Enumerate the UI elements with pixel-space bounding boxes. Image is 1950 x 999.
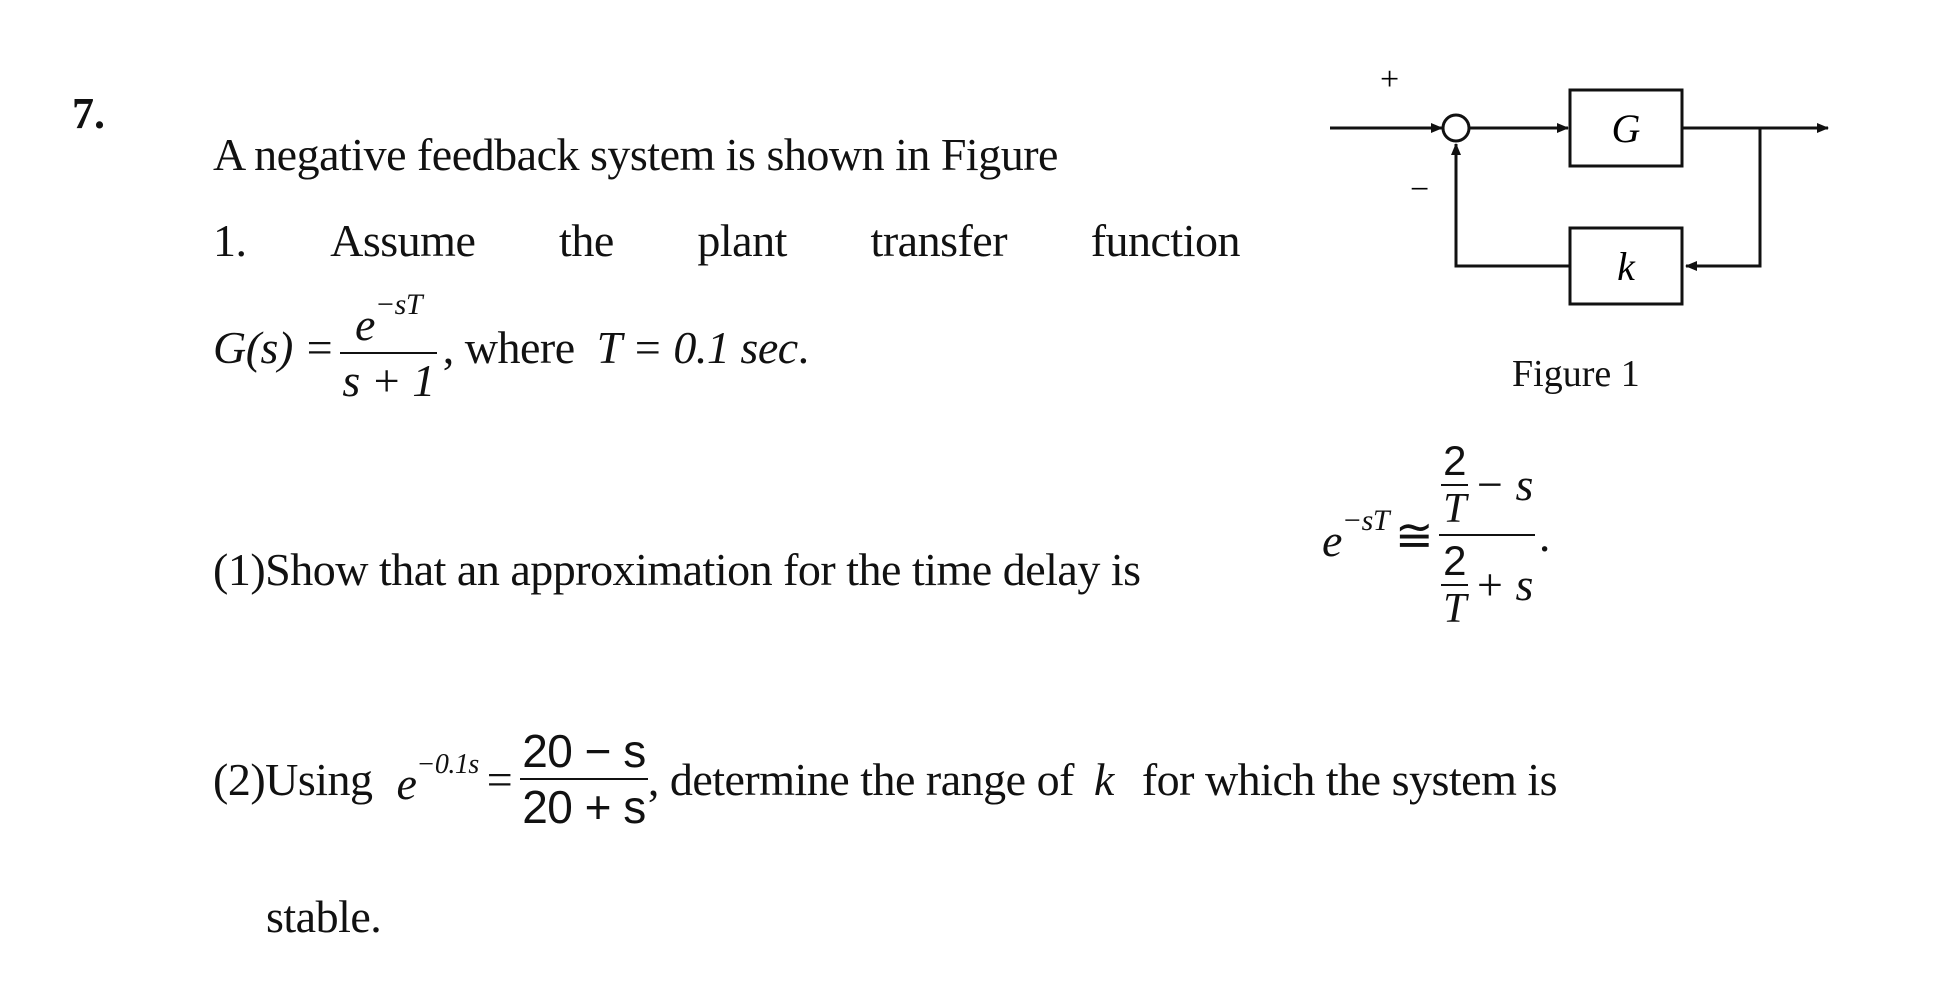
part2-rest: , determine the range of [647, 753, 1074, 805]
plant-transfer-function [213, 290, 809, 404]
intro-word: transfer [870, 215, 1008, 266]
pade-approximation [1322, 437, 1550, 632]
part2-label: (2)Using [213, 753, 373, 805]
part2-denominator: 20 + s [522, 781, 646, 833]
equals-symbol: = [486, 753, 513, 805]
k-variable: k [1093, 753, 1114, 805]
pade-numerator: $\frac{2}{T}$ − s [1443, 437, 1533, 532]
g-lhs: G(s) = [213, 321, 335, 373]
part1-label: (1)Show that an approximation for the time delay is [213, 544, 1141, 595]
fraction-bar [340, 352, 436, 354]
plus-sign: + [1380, 61, 1400, 98]
part2-line-1 [213, 725, 1893, 833]
part1-lhs: $e^{-sT}$ [1322, 503, 1390, 566]
intro-word: 1. [213, 215, 247, 266]
part2-fraction [520, 725, 648, 833]
part1-period: . [1538, 509, 1550, 561]
intro-word: plant [697, 215, 787, 266]
approx-symbol: ≅ [1395, 510, 1434, 561]
g-denominator: s + 1 [342, 355, 435, 406]
feedback-to-junction-arrow [1456, 144, 1570, 266]
g-numerator: $e^{-sT}$ [355, 288, 423, 350]
g-block-label: G [1611, 106, 1641, 151]
part2-rest2: for which the system is [1141, 753, 1558, 805]
intro-word: function [1090, 215, 1240, 266]
part2-numerator: 20 − s [522, 725, 646, 777]
summing-junction [1443, 115, 1469, 141]
intro-word: the [559, 215, 614, 266]
t-value: T = 0.1 sec [596, 321, 798, 373]
fraction-bar [520, 778, 648, 780]
pade-fraction [1439, 437, 1535, 632]
part2-lhs: $e^{-0.1s}$ [396, 748, 479, 809]
intro-line-1: A negative feedback system is shown in Figure [213, 129, 1058, 180]
minus-sign: − [1410, 171, 1430, 208]
feedback-to-k-arrow [1686, 128, 1760, 266]
problem-number: 7. [72, 89, 105, 138]
t-period: . [797, 321, 809, 373]
pade-denominator: $\frac{2}{T}$ + s [1443, 537, 1533, 632]
figure-caption: Figure 1 [1512, 353, 1640, 395]
k-block-label: k [1617, 244, 1635, 289]
intro-word: Assume [330, 215, 476, 266]
fraction-bar [1439, 534, 1535, 536]
g-fraction [340, 290, 436, 404]
block-diagram [1320, 60, 1840, 320]
part2-line-2: stable. [266, 891, 382, 942]
intro-line-2 [213, 214, 1240, 267]
where-text: , where [442, 321, 575, 373]
